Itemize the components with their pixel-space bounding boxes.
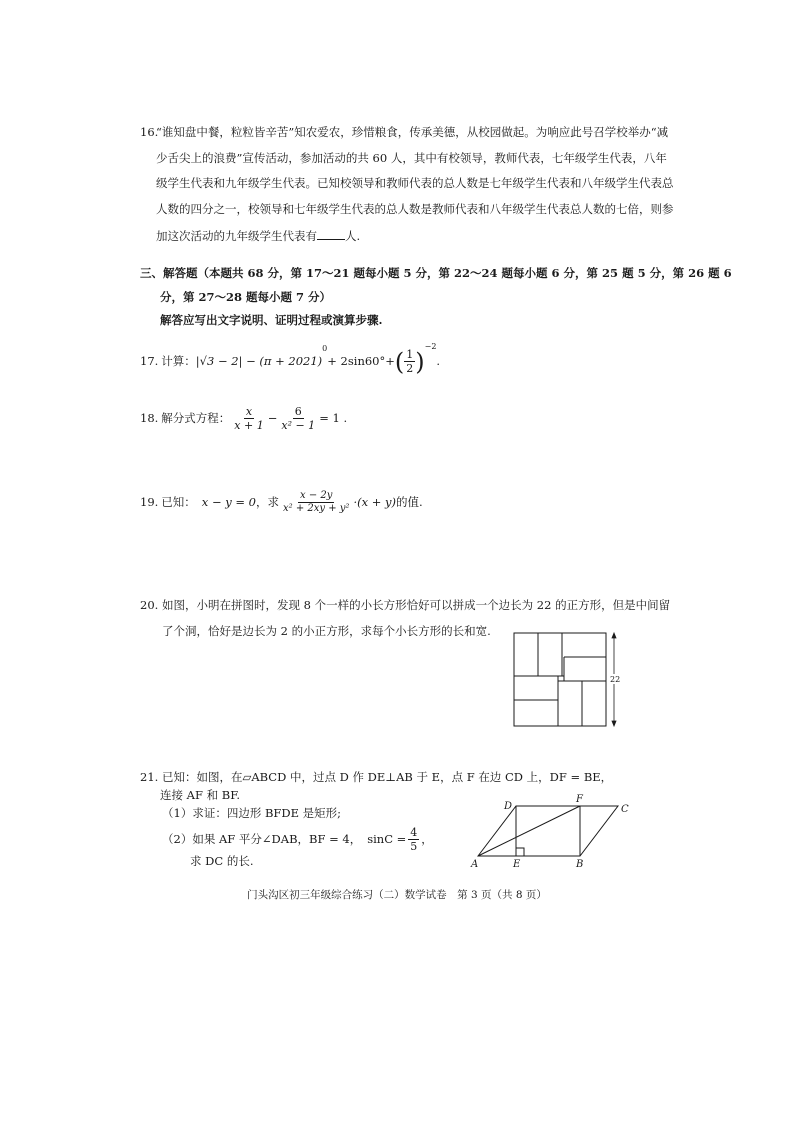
q21-frac-den: 5 — [410, 840, 418, 853]
parallelogram-ABCD — [478, 806, 618, 856]
q19-ask: ，求 — [256, 494, 279, 509]
arrow-down-icon — [612, 721, 616, 726]
segment-AF — [478, 806, 580, 856]
q18-f1-den: x + 1 — [234, 419, 264, 432]
q19-mult: ·(x + y) — [353, 494, 396, 509]
dimension-label: 22 — [610, 675, 621, 684]
q17-frac-den: 2 — [406, 362, 414, 375]
label-B: B — [576, 859, 584, 870]
q18-f1-num: x — [245, 405, 253, 418]
label-A: A — [471, 859, 479, 870]
q21-part-2-end: ， — [421, 831, 433, 846]
q19-number: 19. — [140, 494, 159, 509]
q21-line-2: 连接 AF 和 BF. — [160, 788, 241, 802]
q17-number: 17. — [140, 353, 159, 368]
q16-number: 16. — [140, 125, 159, 139]
right-angle-mark — [516, 848, 524, 856]
q17-part3: + — [385, 353, 395, 368]
label-E: E — [513, 859, 521, 870]
label-D: D — [504, 801, 513, 812]
label-C: C — [621, 804, 629, 815]
q19-f-den: x² + 2xy + y² — [283, 503, 350, 514]
q21-part-2-text: （2）如果 AF 平分∠DAB，BF = 4， — [162, 831, 362, 846]
q18-label: 解分式方程： — [161, 410, 231, 425]
q21-part-2-line-2: 求 DC 的长. — [190, 854, 254, 868]
q21-line-1: 已知：如图，在▱ABCD 中，过点 D 作 DE⊥AB 于 E，点 F 在边 CD 上，DF = BE， — [162, 770, 613, 784]
q18-minus: − — [267, 410, 278, 425]
q16-line-5 — [156, 229, 360, 243]
q17-right-paren: ) — [415, 347, 425, 376]
q18-rhs: = 1 . — [319, 410, 348, 425]
q19-end: 的值. — [396, 494, 423, 509]
q17-label: 计算： — [161, 353, 196, 368]
q16-line-4: 人数的四分之一，校领导和七年级学生代表的总人数是教师代表和八年级学生代表总人数的七倍，则参 — [156, 202, 674, 216]
center-hole — [558, 676, 564, 681]
q16-tail: 人. — [345, 229, 361, 243]
q21-part-1: （1）求证：四边形 BFDE 是矩形; — [162, 806, 342, 820]
q18-fraction-2 — [279, 406, 317, 431]
q18-number: 18. — [140, 410, 159, 425]
q16-line-2: 少舌尖上的浪费”宣传活动，参加活动的共 60 人，其中有校领导，教师代表，七年级学生代表，八年 — [156, 151, 667, 165]
q18-expression — [140, 406, 347, 431]
q17-left-paren: ( — [394, 347, 405, 376]
label-F: F — [576, 794, 583, 805]
q20-line-2: 了个洞，恰好是边长为 2 的小正方形，求每个小长方形的长和宽. — [162, 624, 491, 638]
q21-fraction — [408, 827, 419, 852]
q16-line-1: “谁知盘中餐，粒粒皆辛苦”知农爱农，珍惜粮食，传承美德，从校园做起。为响应此号召学校举办“减 — [156, 125, 669, 139]
section3-heading-line-2: 分，第 27～28 题每小题 7 分） — [160, 290, 332, 304]
q19-condition: x − y = 0 — [201, 494, 256, 509]
q17-fraction — [404, 349, 415, 374]
q19-expression — [140, 491, 423, 514]
q16-line-5-text: 加这次活动的九年级学生代表有 — [156, 229, 317, 243]
q18-fraction-1 — [232, 406, 265, 431]
answer-blank — [317, 229, 345, 240]
q19-fraction — [281, 491, 351, 514]
q17-frac-num: 1 — [406, 348, 414, 361]
section3-heading-line-1: 三、解答题（本题共 68 分，第 17～21 题每小题 5 分，第 22～24 题每小题 6 分，第 25 题 5 分，第 26 题 6 — [140, 266, 732, 280]
q21-part-2 — [162, 827, 433, 852]
q17-exponent-0: 0 — [322, 344, 328, 353]
q18-f2-den: x² − 1 — [281, 419, 316, 432]
q19-label: 已知： — [161, 494, 196, 509]
q17-part2: + 2sin60° — [327, 353, 386, 368]
q21-figure — [470, 794, 640, 870]
q16-line-3: 级学生代表和九年级学生代表。已知校领导和教师代表的总人数是七年级学生代表和八年级学生代表总 — [156, 176, 674, 190]
q20-figure — [510, 630, 630, 730]
q20-number: 20. — [140, 598, 159, 612]
q21-number: 21. — [140, 770, 159, 784]
q21-sin: sinC = — [367, 831, 407, 846]
section3-instruction: 解答应写出文字说明、证明过程或演算步骤. — [160, 313, 383, 327]
q17-end: . — [436, 353, 441, 368]
page-footer: 门头沟区初三年级综合练习（二）数学试卷 第 3 页（共 8 页） — [247, 889, 547, 901]
q21-frac-num: 4 — [410, 826, 418, 839]
q18-f2-num: 6 — [294, 405, 302, 418]
q17-expression — [140, 342, 441, 376]
q20-line-1: 如图，小明在拼图时，发现 8 个一样的小长方形恰好可以拼成一个边长为 22 的正方形，但是中间留 — [162, 598, 671, 612]
q19-f-num: x − 2y — [300, 490, 333, 501]
q17-part1: |√3 − 2| − (π + 2021) — [195, 353, 323, 368]
q17-exponent-neg2: −2 — [424, 342, 437, 351]
arrow-up-icon — [612, 633, 616, 638]
outer-square — [514, 633, 606, 726]
